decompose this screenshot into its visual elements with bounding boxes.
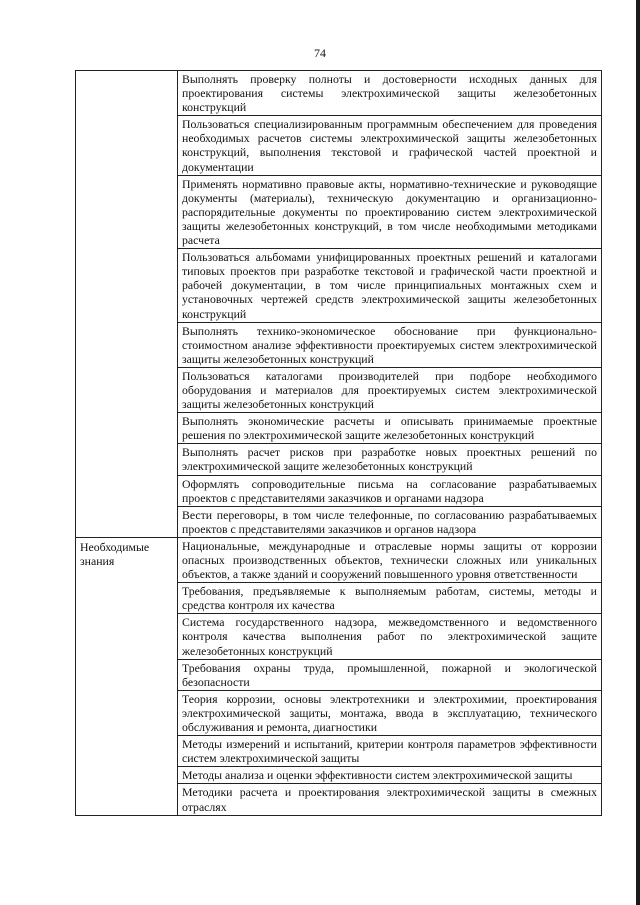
scan-edge-shadow — [636, 0, 640, 905]
table-cell: Национальные, международные и отраслевые нормы защиты от коррозии опасных производственных объектов, технически сложных или уникальных объектов, а также зданий и сооружений повышенного уровня ответственности — [178, 537, 602, 582]
table-cell: Требования, предъявляемые к выполняемым работам, системы, методы и средства контроля их качества — [178, 583, 602, 614]
table-cell: Пользоваться альбомами унифицированных проектных решений и каталогами типовых проектов при разработке текстовой и графической части проектной и рабочей документации, в том числе принципиальных монтажных схем и установочных чертежей средств электрохимической защиты железобетонных конструкций — [178, 249, 602, 322]
row-label-skills — [76, 71, 178, 538]
table-cell: Пользоваться специализированным программным обеспечением для проведения необходимых расчетов системы электрохимической защиты железобетонных конструкций, выполнения текстовой и графической частей проектной и документации — [178, 116, 602, 175]
table-cell: Оформлять сопроводительные письма на согласование разрабатываемых проектов с представителями заказчиков и органами надзора — [178, 475, 602, 506]
row-label-knowledge: Необходимые знания — [76, 537, 178, 815]
table-cell: Теория коррозии, основы электротехники и электрохимии, проектирования электрохимической защиты, монтажа, ввода в эксплуатацию, технического обслуживания и ремонта, диагностики — [178, 690, 602, 735]
table-cell: Применять нормативно правовые акты, нормативно-технические и руководящие документы (материалы), техническую документацию и организационно-распорядительные документы по проектированию систем электрохимической защиты железобетонных конструкций, в том числе необходимыми методиками расчета — [178, 175, 602, 248]
page-number: 74 — [314, 46, 326, 60]
table-cell: Выполнять расчет рисков при разработке новых проектных решений по электрохимической защите железобетонных конструкций — [178, 444, 602, 475]
table-cell: Методы измерений и испытаний, критерии контроля параметров эффективности систем электрохимической защиты — [178, 736, 602, 767]
table-cell: Требования охраны труда, промышленной, пожарной и экологической безопасности — [178, 659, 602, 690]
table-cell: Выполнять проверку полноты и достоверности исходных данных для проектирования системы электрохимической защиты железобетонных конструкций — [178, 71, 602, 116]
table-cell: Методы анализа и оценки эффективности систем электрохимической защиты — [178, 767, 602, 784]
table-cell: Система государственного надзора, межведомственного и ведомственного контроля качества выполнения работ по электрохимической защите железобетонных конструкций — [178, 614, 602, 659]
table-cell: Вести переговоры, в том числе телефонные, по согласованию разрабатываемых проектов с представителями заказчиков и органов надзора — [178, 506, 602, 537]
table-cell: Методики расчета и проектирования электрохимической защиты в смежных отраслях — [178, 784, 602, 815]
table-cell: Пользоваться каталогами производителей при подборе необходимого оборудования и материалов для проектируемых систем электрохимической защиты железобетонных конструкций — [178, 367, 602, 412]
competency-table — [75, 70, 602, 816]
table-row — [76, 71, 602, 116]
table-cell: Выполнять экономические расчеты и описывать принимаемые проектные решения по электрохимической защите железобетонных конструкций — [178, 413, 602, 444]
table-cell: Выполнять технико-экономическое обоснование при функционально-стоимостном анализе эффективности проектируемых систем электрохимической защиты железобетонных конструкций — [178, 322, 602, 367]
table-row — [76, 537, 602, 582]
